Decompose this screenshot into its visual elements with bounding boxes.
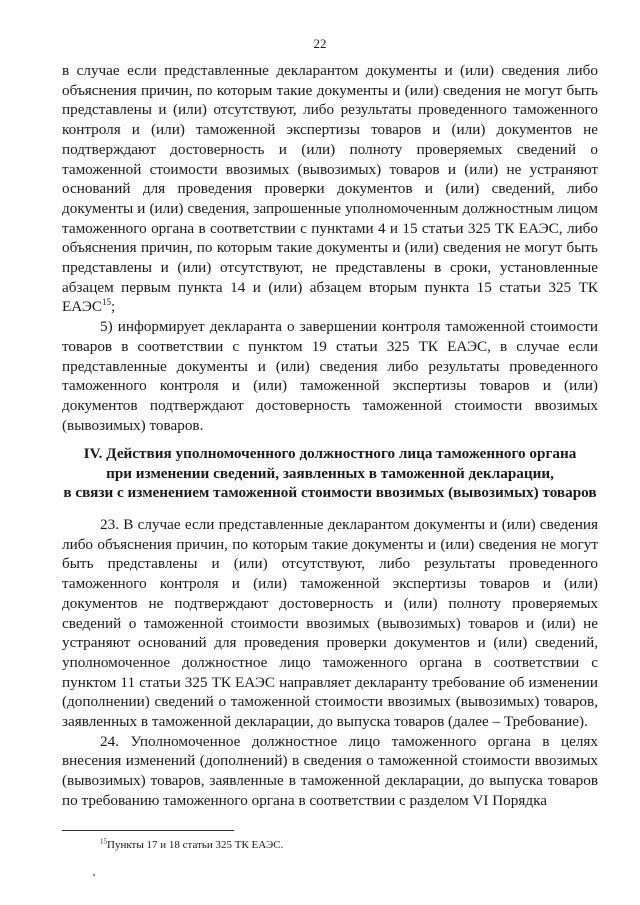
section-heading-line-3: в связи с изменением таможенной стоимости ввозимых (вывозимых) товаров [63, 484, 597, 502]
upper-text-block [62, 61, 598, 435]
paragraph-24: 24. Уполномоченное должностное лицо таможенного органа в целях внесения изменений (дополнений) в сведения о таможенной стоимости ввозимых (вывозимых) товаров, заявленные в таможенной декларации, до выпуска товаров по требованию таможенного органа в соответствии с разделом VI Порядка [62, 732, 598, 809]
footnote-number: 15 [100, 837, 107, 846]
list-item-5: 5) информирует декларанта о завершении контроля таможенной стоимости товаров в соответствии с пунктом 19 статьи 325 ТК ЕАЭС, в случае если представленные документы и (или) сведения либо результаты проведенного таможенного контроля и (или) таможенной экспертизы товаров и (или) документов подтверждают достоверность таможенной стоимости ввозимых (вывозимых) товаров. [62, 318, 598, 434]
footnote-text: Пункты 17 и 18 статьи 325 ТК ЕАЭС. [107, 839, 284, 851]
section-heading-line-1: IV. Действия уполномоченного должностного лица таможенного органа [83, 445, 577, 462]
paragraph-continuation-tail: ; [111, 298, 116, 316]
paragraph-23: 23. В случае если представленные декларантом документы и (или) сведения либо объяснения причин, по которым такие документы и (или) сведения не могут быть представлены и (или) отсутствуют, либо результаты проведенного таможенного контроля и (или) таможенной экспертизы товаров и (или) документов не подтверждают достоверность и (или) полноту проверяемых сведений о таможенной стоимости ввозимых (вывозимых) товаров и (или) не устраняют оснований для проведения проверки документов и (или) сведений, уполномоченное должностное лицо таможенного органа в соответствии с пунктом 11 статьи 325 ТК ЕАЭС направляет декларанту требование об изменении (дополнении) сведений о таможенной стоимости ввозимых (вывозимых) товаров, заявленных в таможенной декларации, до выпуска товаров (далее – Требование). [62, 516, 598, 731]
page-number: 22 [313, 36, 327, 51]
footnote-reference[interactable]: 15 [102, 297, 112, 308]
footnote [100, 838, 283, 852]
lower-text-block [62, 515, 598, 811]
section-heading-line-2: при изменении сведений, заявленных в таможенной декларации, [106, 464, 554, 482]
section-heading [62, 444, 598, 503]
footnote-divider [62, 830, 234, 831]
scan-speck [93, 874, 95, 876]
paragraph-continuation [62, 61, 598, 317]
paragraph-continuation-text: в случае если представленные декларантом документы и (или) сведения либо объяснения причин, по которым такие документы и (или) сведения не могут быть представлены и (или) отсутствуют, либо результаты проведенного таможенного контроля и (или) таможенной экспертизы товаров и (или) документов не подтверждают достоверность и (или) полноту проверяемых сведений о таможенной стоимости ввозимых (вывозимых) товаров и (или) не устраняют оснований для проведения проверки документов и (или) сведений, либо документы и (или) сведения, запрошенные уполномоченным должностным лицом таможенного органа в соответствии с пунктами 4 и 15 статьи 325 ТК ЕАЭС, либо объяснения причин, по которым такие документы и (или) сведения не могут быть представлены и (или) отсутствуют, не представлены в сроки, установленные абзацем первым пункта 14 и (или) абзацем вторым пункта 15 статьи 325 ТК ЕАЭС [62, 62, 598, 316]
